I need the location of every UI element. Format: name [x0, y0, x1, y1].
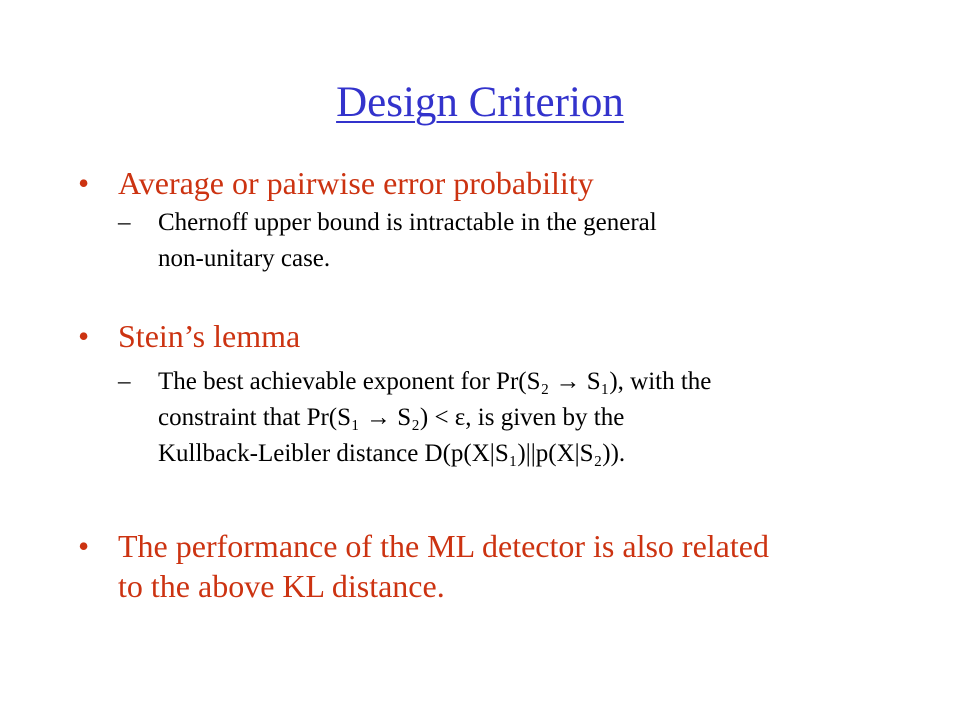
- dash-icon: –: [118, 368, 131, 395]
- sub-bullet-line: Kullback-Leibler distance D(p(X|S₁)||p(X|S₂)).: [158, 440, 626, 467]
- bullet-item: [78, 316, 898, 356]
- bullet-item: [78, 163, 898, 203]
- bullet-item: [78, 526, 918, 606]
- dash-icon: –: [118, 209, 131, 236]
- sub-bullet: [118, 364, 878, 472]
- slide-title: Design Criterion: [336, 79, 624, 126]
- sub-bullet-line: constraint that Pr(S₁ → S₂) < ε, is given by the: [158, 404, 625, 431]
- sub-bullet-text: [118, 205, 818, 277]
- sub-bullet: [118, 205, 818, 277]
- bullet-line: The performance of the ML detector is also related: [118, 528, 769, 564]
- bullet-text: Average or pairwise error probability: [118, 165, 594, 201]
- bullet-line: to the above KL distance.: [118, 568, 445, 604]
- bullet-icon: •: [78, 318, 90, 354]
- bullet-icon: •: [78, 165, 90, 201]
- bullet-text: [78, 526, 918, 606]
- bullet-icon: •: [78, 528, 90, 564]
- sub-bullet-line: non-unitary case.: [158, 245, 331, 272]
- bullet-text: Stein’s lemma: [118, 318, 301, 354]
- sub-bullet-line: The best achievable exponent for Pr(S₂ → S₁), with the: [158, 368, 712, 395]
- sub-bullet-text: [118, 364, 878, 472]
- sub-bullet-line: Chernoff upper bound is intractable in the general: [158, 209, 657, 236]
